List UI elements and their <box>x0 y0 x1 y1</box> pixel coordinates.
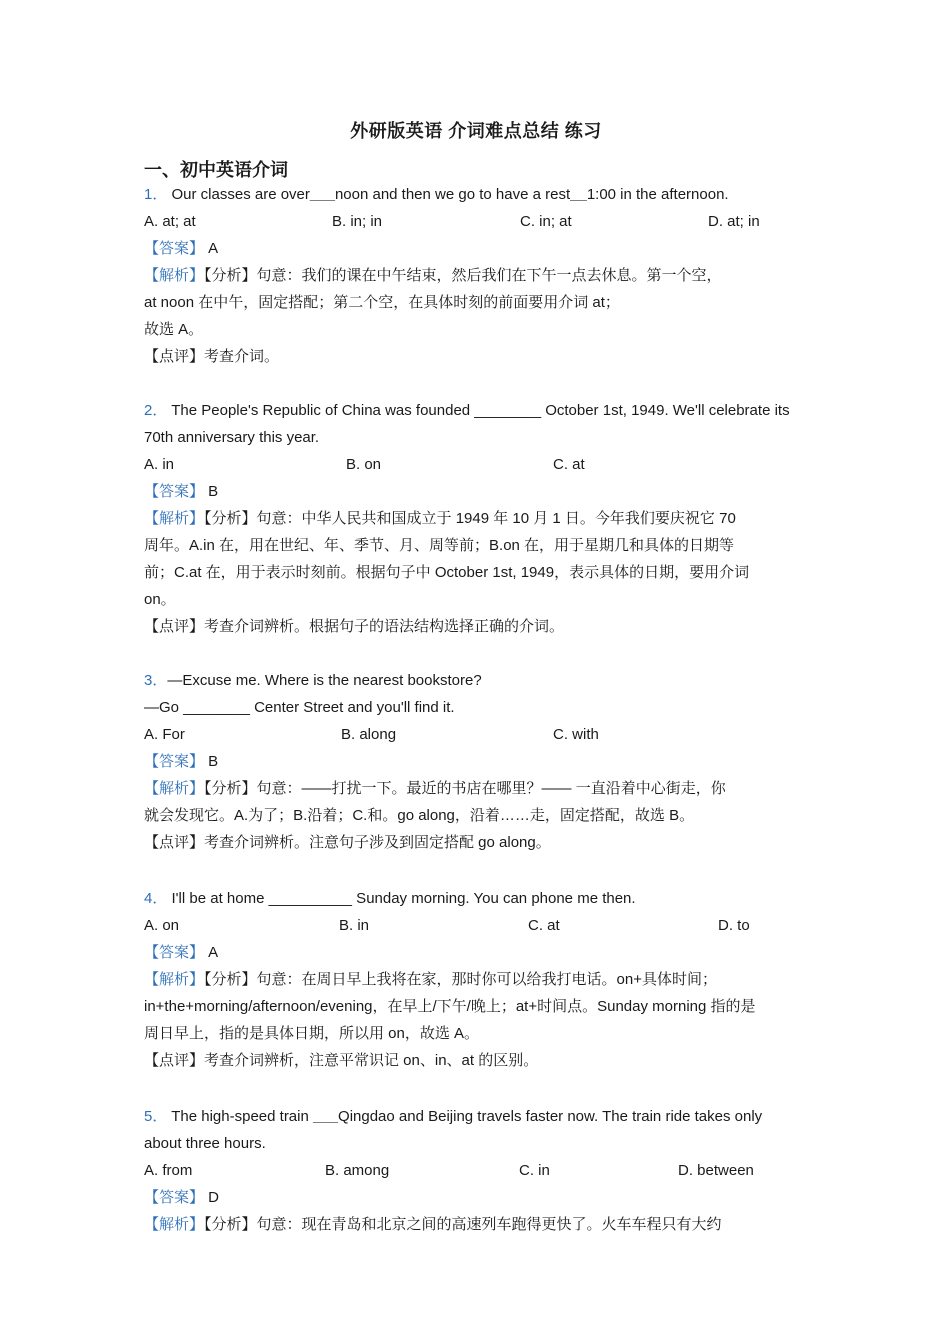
answer-line: 【答案】 A <box>144 944 219 961</box>
analysis-line: 【解析】【分析】句意：——打扰一下。最近的书店在哪里？—— 一直沿着中心街走，你 <box>144 780 726 797</box>
options <box>144 1157 808 1184</box>
analysis-line: in+the+morning/afternoon/evening，在早上/下午/晚上；at+时间点。Sunday morning 指的是 <box>144 998 756 1015</box>
options <box>144 912 808 939</box>
option-a: A. on <box>144 917 180 934</box>
option-a: A. in <box>144 456 175 473</box>
option-b: B. in <box>339 917 370 934</box>
analysis-line: at noon 在中午，固定搭配；第二个空，在具体时刻的前面要用介词 at； <box>144 294 620 311</box>
option-b: B. along <box>341 726 397 743</box>
question-1 <box>144 181 808 370</box>
analysis-line: on。 <box>144 591 176 608</box>
question-stem: 5． The high-speed train ___Qingdao and Beijing travels faster now. The train ride takes only <box>144 1108 763 1125</box>
comment-line: 【点评】考查介词辨析。根据句子的语法结构选择正确的介词。 <box>144 618 565 635</box>
option-c: C. in; at <box>520 213 572 230</box>
analysis-line: 【解析】【分析】句意：我们的课在中午结束，然后我们在下午一点去休息。第一个空， <box>144 267 722 284</box>
option-a: A. at; at <box>144 213 196 230</box>
analysis-line: 就会发现它。A.为了；B.沿着；C.和。go along，沿着……走，固定搭配，故选 B。 <box>144 807 695 824</box>
option-d: D. between <box>678 1162 754 1179</box>
comment-line: 【点评】考查介词辨析。注意句子涉及到固定搭配 go along。 <box>144 834 551 851</box>
question-2 <box>144 397 808 640</box>
question-stem: 2． The People's Republic of China was founded ________ October 1st, 1949. We'll celebrate its <box>144 402 790 419</box>
answer-line: 【答案】 A <box>144 240 219 257</box>
question-stem: 1． Our classes are over___noon and then we go to have a rest__1:00 in the afternoon. <box>144 186 729 203</box>
option-d: D. at; in <box>708 213 760 230</box>
document-title: 外研版英语 介词难点总结 练习 <box>350 121 602 141</box>
question-3 <box>144 667 808 856</box>
option-a: A. from <box>144 1162 193 1179</box>
answer-line: 【答案】 B <box>144 483 219 500</box>
question-stem: about three hours. <box>144 1135 266 1152</box>
option-d: D. to <box>718 917 750 934</box>
option-b: B. in; in <box>332 213 383 230</box>
options <box>144 451 808 478</box>
options <box>144 208 808 235</box>
analysis-line: 周日早上，指的是具体日期，所以用 on，故选 A。 <box>144 1025 480 1042</box>
section-heading: 一、初中英语介词 <box>144 160 288 180</box>
answer-line: 【答案】 D <box>144 1189 220 1206</box>
option-b: B. among <box>325 1162 390 1179</box>
question-stem: 3．—Excuse me. Where is the nearest bookstore? <box>144 672 482 689</box>
comment-line: 【点评】考查介词。 <box>144 348 280 365</box>
question-4 <box>144 885 808 1074</box>
analysis-line: 【解析】【分析】句意：中华人民共和国成立于 1949 年 10 月 1 日。今年我们要庆祝它 70 <box>144 510 736 527</box>
comment-line: 【点评】考查介词辨析，注意平常识记 on、in、at 的区别。 <box>144 1052 539 1069</box>
analysis-line: 故选 A。 <box>144 321 204 338</box>
question-stem: 4． I'll be at home __________ Sunday morning. You can phone me then. <box>144 890 636 907</box>
option-c: C. at <box>553 456 585 473</box>
question-5 <box>144 1103 808 1238</box>
question-stem: 70th anniversary this year. <box>144 429 320 446</box>
analysis-line: 前；C.at 在，用于表示时刻前。根据句子中 October 1st, 1949，表示具体的日期，要用介词 <box>144 564 750 581</box>
option-b: B. on <box>346 456 382 473</box>
answer-line: 【答案】 B <box>144 753 219 770</box>
question-stem: —Go ________ Center Street and you'll find it. <box>144 699 455 716</box>
option-c: C. in <box>519 1162 550 1179</box>
analysis-line: 【解析】【分析】句意：在周日早上我将在家，那时你可以给我打电话。on+具体时间； <box>144 971 717 988</box>
document-content <box>144 112 808 1238</box>
option-c: C. with <box>553 726 599 743</box>
option-a: A. For <box>144 726 185 743</box>
options <box>144 721 808 748</box>
analysis-line: 【解析】【分析】句意：现在青岛和北京之间的高速列车跑得更快了。火车车程只有大约 <box>144 1216 722 1233</box>
option-c: C. at <box>528 917 560 934</box>
analysis-line: 周年。A.in 在，用在世纪、年、季节、月、周等前；B.on 在，用于星期几和具体的日期等 <box>144 537 735 554</box>
